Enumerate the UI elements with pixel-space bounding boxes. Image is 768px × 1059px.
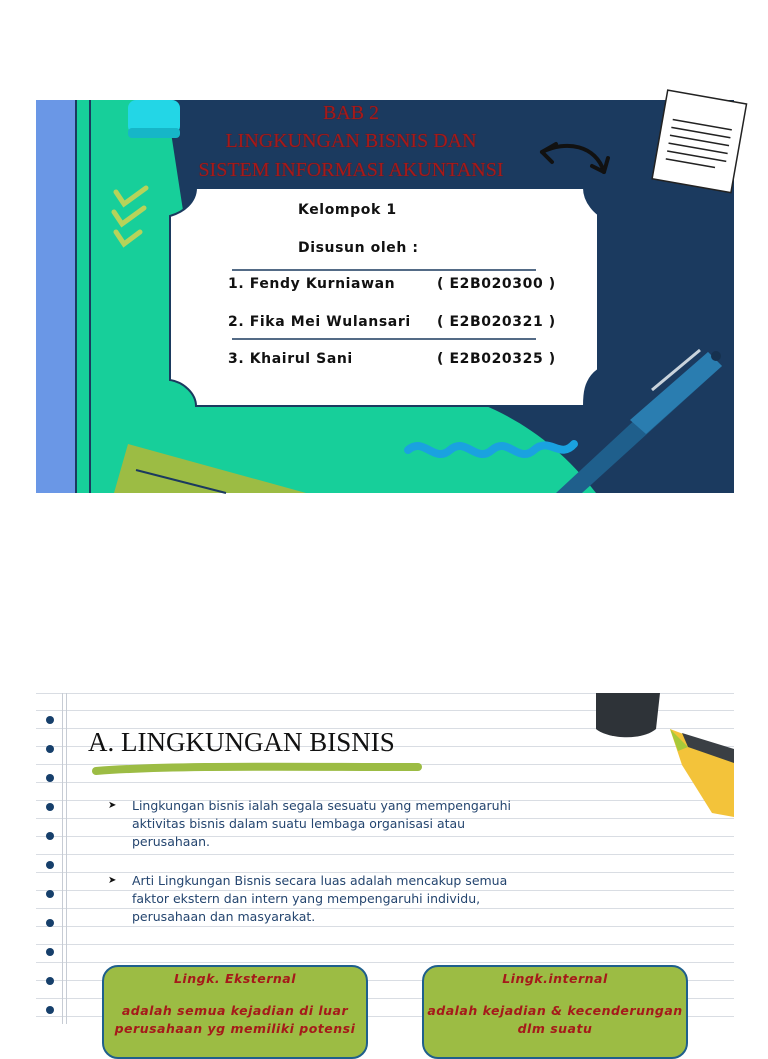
binder-ring: [46, 1006, 54, 1014]
slide-title-line-2: LINGKUNGAN BISNIS DAN: [225, 130, 477, 152]
heading-underline: [92, 761, 422, 777]
binder-ring: [46, 861, 54, 869]
member-nim: ( E2B020300 ): [437, 276, 556, 292]
binder-ring: [46, 716, 54, 724]
box-body: adalah kejadian & kecenderungan dlm suatu: [427, 1003, 683, 1036]
bullet-arrow-icon: ➤: [108, 800, 117, 811]
member-nim: ( E2B020325 ): [437, 351, 556, 367]
binder-ring: [46, 948, 54, 956]
info-card: [170, 188, 598, 406]
slide-title-line-3: SISTEM INFORMASI AKUNTANSI: [198, 159, 504, 181]
lime-note-icon: [114, 444, 306, 493]
box-body: adalah semua kejadian di luar perusahaan yg memiliki potensi: [114, 1003, 356, 1036]
bullet-text: Arti Lingkungan Bisnis secara luas adalah mencakup semua faktor ekstern dan intern yang mempengaruhi individu, perusahaan dan masyarakat.: [132, 873, 508, 924]
internal-environment-box: [422, 965, 688, 1059]
member-name: 2. Fika Mei Wulansari: [228, 314, 411, 330]
binder-ring: [46, 919, 54, 927]
marker-cap-icon: [596, 693, 660, 737]
binder-ring: [46, 745, 54, 753]
squiggle-icon: [408, 444, 574, 454]
box-title: Lingk.internal: [502, 971, 608, 986]
binder-ring: [46, 803, 54, 811]
group-label: Kelompok 1: [298, 202, 397, 218]
binder-ring: [46, 832, 54, 840]
bullet-text: Lingkungan bisnis ialah segala sesuatu yang mempengaruhi aktivitas bisnis dalam suatu lembaga organisasi atau perusahaan.: [132, 798, 511, 849]
highlighter-icon: [592, 693, 734, 817]
box-title: Lingk. Eksternal: [173, 971, 297, 986]
binder-ring: [46, 774, 54, 782]
slide-title-line-1: BAB 2: [322, 102, 380, 124]
bullet-arrow-icon: ➤: [108, 875, 117, 886]
content-slide: [36, 693, 734, 1036]
binder-ring: [46, 977, 54, 985]
member-name: 3. Khairul Sani: [228, 351, 353, 367]
chevron-marks-icon: [114, 188, 146, 244]
paper-sheet-icon: [652, 90, 746, 193]
compiled-by-label: Disusun oleh :: [298, 240, 419, 256]
bullet-item: [108, 797, 528, 851]
external-environment-box: [102, 965, 368, 1059]
binder-ring: [46, 890, 54, 898]
member-name: 1. Fendy Kurniawan: [228, 276, 396, 292]
section-heading: A. LINGKUNGAN BISNIS: [88, 727, 395, 757]
margin-strip: [36, 100, 76, 493]
margin-line: [66, 693, 67, 1024]
title-slide: [36, 100, 734, 493]
member-nim: ( E2B020321 ): [437, 314, 556, 330]
bullet-item: [108, 872, 528, 926]
margin-line: [62, 693, 63, 1024]
